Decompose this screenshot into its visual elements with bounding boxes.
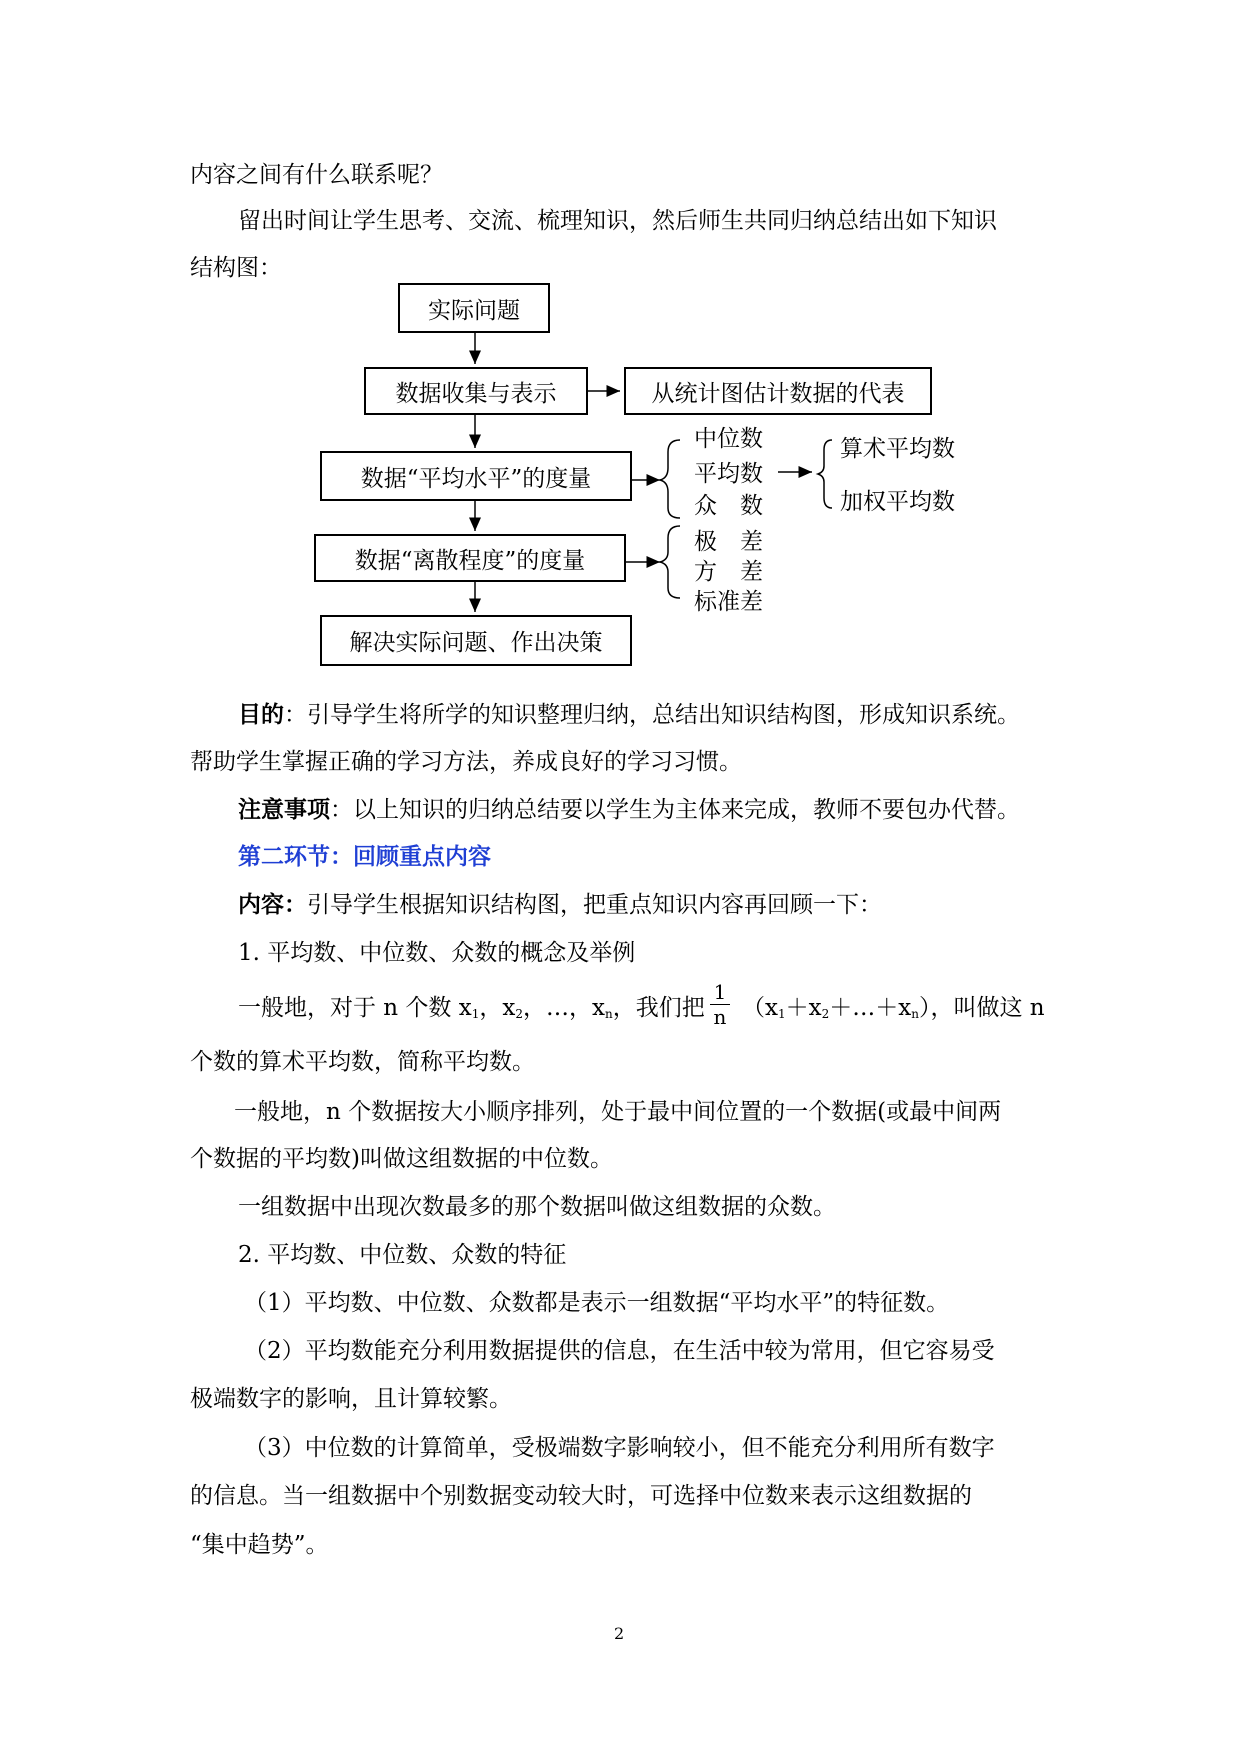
mean-definition-line-2: 个数的算术平均数，简称平均数。 [190,1049,535,1075]
mode-definition: 一组数据中出现次数最多的那个数据叫做这组数据的众数。 [238,1194,836,1220]
item-1-title: 1. 平均数、中位数、众数的概念及举例 [238,940,636,966]
box-solve: 解决实际问题、作出决策 [320,615,632,666]
intro-line-3: 结构图： [190,255,282,281]
label-median: 中位数 [694,426,763,452]
content-label: 内容： [238,892,307,918]
median-definition-line-1: 一般地，n 个数据按大小顺序排列，处于最中间位置的一个数据(或最中间两 [234,1099,1002,1125]
box-estimate: 从统计图估计数据的代表 [624,367,932,415]
section-2-title: 第二环节：回顾重点内容 [238,844,491,870]
median-definition-line-2: 个数据的平均数)叫做这组数据的中位数。 [190,1146,613,1172]
brace-avg-measures [660,440,680,518]
feature-2-line-1: （2）平均数能充分利用数据提供的信息，在生活中较为常用，但它容易受 [244,1338,995,1364]
feature-3-line-2: 的信息。当一组数据中个别数据变动较大时，可选择中位数来表示这组数据的 [190,1483,972,1509]
label-std: 标准差 [694,589,763,615]
purpose-line-1 [238,700,1020,730]
notes-line [238,795,1020,825]
label-range: 极 差 [694,529,763,555]
feature-2-line-2: 极端数字的影响，且计算较繁。 [190,1386,512,1412]
box-actual-problem: 实际问题 [398,283,550,333]
feature-3-line-1: （3）中位数的计算简单，受极端数字影响较小，但不能充分利用所有数字 [244,1435,995,1461]
fraction-denominator: n [713,1005,727,1029]
brace-mean-types [818,440,832,508]
page-number: 2 [614,1624,625,1643]
label-variance: 方 差 [694,559,763,585]
item-2-title: 2. 平均数、中位数、众数的特征 [238,1242,567,1268]
purpose-text-1: ：引导学生将所学的知识整理归纳，总结出知识结构图，形成知识系统。 [284,702,1020,728]
mean-definition-line-1a: 一般地，对于 n 个数 $x_1$，$x_2$，…，$x_n$，我们把 [238,995,705,1021]
intro-line-2: 留出时间让学生思考、交流、梳理知识，然后师生共同归纳总结出如下知识 [238,208,997,234]
fraction-1-over-n [710,980,730,1029]
content-line [238,890,882,920]
label-mean: 平均数 [694,461,763,487]
mean-definition-line-1b: $(x_1+x_2+\dots+x_n)$，叫做这 n [742,995,1045,1021]
fraction-numerator: 1 [710,980,730,1005]
notes-text: ：以上知识的归纳总结要以学生为主体来完成，教师不要包办代替。 [330,797,1020,823]
label-arith-mean: 算术平均数 [840,436,955,462]
notes-label: 注意事项 [238,797,330,823]
label-weighted-mean: 加权平均数 [840,489,955,515]
box-avg-level: 数据“平均水平”的度量 [320,451,632,501]
box-data-collect: 数据收集与表示 [364,367,588,415]
intro-line-1: 内容之间有什么联系呢？ [190,162,443,188]
brace-dispersion-measures [660,526,680,598]
content-text: 引导学生根据知识结构图，把重点知识内容再回顾一下： [307,892,882,918]
purpose-line-2: 帮助学生掌握正确的学习方法，养成良好的学习习惯。 [190,749,742,775]
feature-1: （1）平均数、中位数、众数都是表示一组数据“平均水平”的特征数。 [244,1290,950,1316]
feature-3-line-3: “集中趋势”。 [190,1532,329,1558]
box-dispersion: 数据“离散程度”的度量 [314,534,626,582]
label-mode: 众 数 [694,493,763,519]
purpose-label: 目的 [238,702,284,728]
